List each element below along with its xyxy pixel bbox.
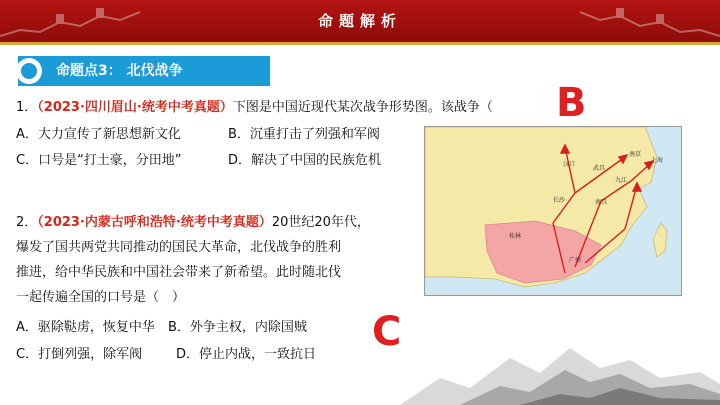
header-bar <box>0 0 720 42</box>
question-1-option-a: A．大力宣传了新思想新文化 <box>16 127 181 142</box>
taiwan-island <box>653 223 667 257</box>
question-2-option-b: B．外争主权，内除国贼 <box>168 320 307 335</box>
map-label-jiujiang: 九江 <box>615 177 628 184</box>
map-label-nanchang: 南昌 <box>595 199 608 206</box>
question-2-stem-line-4: 一起传遍全国的口号是（ ） <box>16 290 186 305</box>
topic-label: 命题点3： 北伐战争 <box>56 63 183 79</box>
question-1-stem <box>16 98 493 118</box>
question-1-text: 下图是中国近现代某次战争形势图。该战争（ <box>232 100 493 115</box>
question-2-stem-line-1 <box>16 213 370 233</box>
question-1-option-b: B．沉重打击了列强和军阀 <box>228 127 380 142</box>
map-label-wuchang: 武昌 <box>593 165 606 172</box>
ink-mountain-decoration <box>0 318 720 405</box>
map-label-hankou: 汉口 <box>563 161 576 168</box>
topic-circle-inner-icon <box>21 63 37 79</box>
question-2-stem-line-3: 推进，给中华民族和中国社会带来了新希望。此时随北伐 <box>16 265 342 280</box>
map-label-changsha: 长沙 <box>553 197 566 204</box>
northern-expedition-map <box>424 126 682 296</box>
question-2-text-1: 20世纪20年代， <box>271 215 370 230</box>
question-1-answer: B <box>556 80 587 126</box>
map-label-guilin: 桂林 <box>509 233 522 240</box>
question-2-number: 2． <box>16 215 38 230</box>
question-1-option-c: C．口号是“打土豪，分田地” <box>16 153 182 168</box>
map-label-guangzhou: 广州 <box>569 257 582 264</box>
question-1-source: （2023·四川眉山·统考中考真题） <box>37 100 233 115</box>
question-2-option-a: A．驱除鞑虏，恢复中华 <box>16 320 155 335</box>
map-graphic <box>425 127 681 295</box>
map-label-shanghai: 上海 <box>651 157 664 164</box>
header-divider <box>0 42 720 45</box>
map-label-nanjing: 南京 <box>629 151 642 158</box>
page-title: 命题解析 <box>317 12 402 30</box>
question-1-number: 1． <box>16 100 38 115</box>
question-2-answer: C <box>372 309 402 355</box>
question-2-option-d: D．停止内战，一致抗日 <box>176 347 317 362</box>
question-2-source: （2023·内蒙古呼和浩特·统考中考真题） <box>37 215 272 230</box>
question-2-option-c: C．打倒列强，除军阀 <box>16 347 143 362</box>
question-2-stem-line-2: 爆发了国共两党共同推动的国民大革命，北伐战争的胜利 <box>16 240 342 255</box>
question-1-option-d: D．解决了中国的民族危机 <box>228 153 382 168</box>
